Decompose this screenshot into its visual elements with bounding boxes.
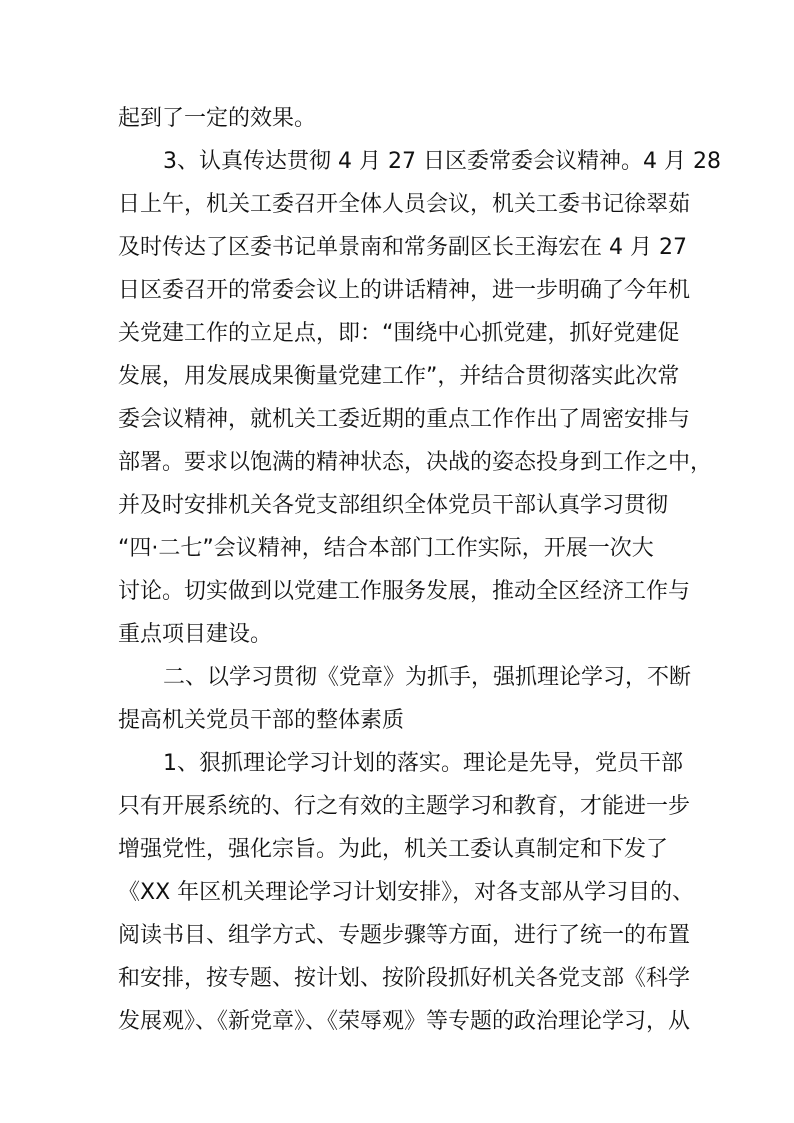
text-line: 《XX 年区机关理论学习计划安排》，对各支部从学习目的、 — [118, 880, 695, 905]
section-heading-line: 二、以学习贯彻《党章》为抓手，强抓理论学习，不断 — [163, 665, 692, 690]
text-line: 部署。要求以饱满的精神状态，决战的姿态投身到工作之中， — [118, 450, 713, 475]
text-line: 和安排，按专题、按计划、按阶段抓好机关各党支部《科学 — [118, 966, 691, 991]
text-line: 发展观》、《新党章》、《荣辱观》等专题的政治理论学习，从 — [118, 1009, 691, 1034]
text-line: 发展，用发展成果衡量党建工作”，并结合贯彻落实此次常 — [118, 364, 680, 389]
text-line: 日上午，机关工委召开全体人员会议，机关工委书记徐翠茹 — [118, 192, 691, 217]
text-line: 只有开展系统的、行之有效的主题学习和教育，才能进一步 — [118, 794, 691, 819]
text-line: 并及时安排机关各党支部组织全体党员干部认真学习贯彻 — [118, 493, 669, 518]
text-line: 增强党性，强化宗旨。为此，机关工委认真制定和下发了 — [118, 837, 669, 862]
text-line: 3、认真传达贯彻 4 月 27 日区委常委会议精神。4 月 28 — [163, 149, 721, 174]
section-heading-line: 提高机关党员干部的整体素质 — [118, 708, 405, 733]
text-line: 关党建工作的立足点，即：“围绕中心抓党建，抓好党建促 — [118, 321, 680, 346]
text-line: 重点项目建设。 — [118, 622, 273, 647]
text-line: 1、狠抓理论学习计划的落实。理论是先导，党员干部 — [163, 751, 683, 776]
text-line: “四·二七”会议精神，结合本部门工作实际，开展一次大 — [118, 536, 654, 561]
text-line: 日区委召开的常委会议上的讲话精神，进一步明确了今年机 — [118, 278, 691, 303]
text-line: 及时传达了区委书记单景南和常务副区长王海宏在 4 月 27 — [118, 235, 687, 260]
text-line: 起到了一定的效果。 — [118, 106, 317, 131]
text-line: 委会议精神，就机关工委近期的重点工作作出了周密安排与 — [118, 407, 691, 432]
text-line: 讨论。切实做到以党建工作服务发展，推动全区经济工作与 — [118, 579, 691, 604]
text-line: 阅读书目、组学方式、专题步骤等方面，进行了统一的布置 — [118, 923, 691, 948]
